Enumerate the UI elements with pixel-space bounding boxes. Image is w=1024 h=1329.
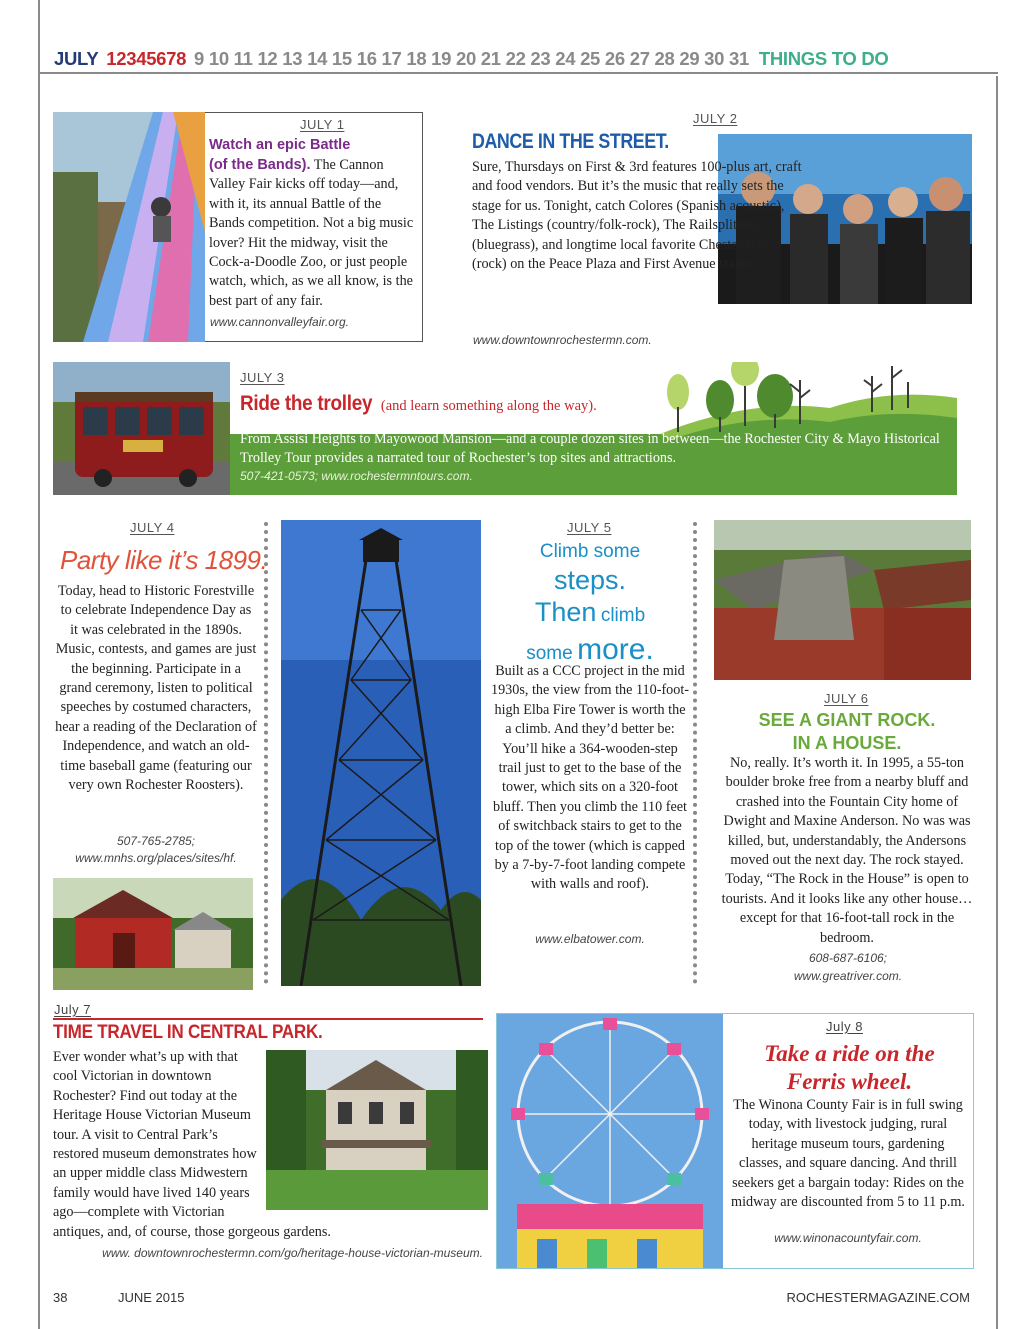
- july6-headline: SEE A GIANT ROCK. IN A HOUSE.: [758, 710, 936, 753]
- july7-headline: TIME TRAVEL IN CENTRAL PARK.: [53, 1022, 323, 1043]
- july1-url[interactable]: www.cannonvalleyfair.org.: [210, 315, 349, 329]
- footer-site[interactable]: ROCHESTERMAGAZINE.COM: [786, 1290, 970, 1305]
- july2-url[interactable]: www.downtownrochestermn.com.: [473, 333, 652, 347]
- july1-headline-cont: (of the Bands).: [209, 157, 311, 173]
- july1-body: (of the Bands). The Cannon Valley Fair kicks off today—and, with it, its annual Battle of the Bands competition. Not a big music lover? Hit the midway, visit the Cock-a-Doodle Zoo, or just people watch, which, as we all know, is the best part of any fair.: [209, 157, 414, 309]
- july7-date: July 7: [54, 1002, 91, 1017]
- july2-date: JULY 2: [693, 111, 738, 126]
- calendar-active-days: 12345678: [106, 48, 187, 69]
- july5-url[interactable]: www.elbatower.com.: [535, 932, 645, 946]
- july8-body: The Winona County Fair is in full swing today, with livestock judging, rural heritage museum tours, gardening classes, and square dancing. And thrill seekers get a bargain today: Rides on the midway are discounted from 5 to 11 p.m.: [731, 1097, 965, 1211]
- july7-url[interactable]: www. downtownrochestermn.com/go/heritage-house-victorian-museum.: [102, 1246, 483, 1260]
- july3-heading: [240, 392, 597, 416]
- red-barn-photo: [53, 878, 253, 990]
- july3-body: From Assisi Heights to Mayowood Mansion—and a couple dozen sites in between—the Rochester City & Mayo Historical Trolley Tour provides a narrated tour of Rochester’s top sites and attractions.: [240, 431, 940, 467]
- july6-date: JULY 6: [824, 691, 869, 706]
- july5-headline: Climb some steps. Then climb some more.: [526, 541, 654, 666]
- july5-body: Built as a CCC project in the mid 1930s, the view from the 110-foot-high Elba Fire Tower is worth the a climb. And they’d better be: You’ll hike a 364-wooden-step trail just to get to the base of the tower, which sits on a 320-foot bluff. Then you climb the 110 feet of switchback stairs to get to the top of the tower (which is capped by a 7-by-7-foot landing compete with walls and roof).: [490, 663, 690, 893]
- calendar-month: JULY: [54, 48, 99, 69]
- july5-date: JULY 5: [567, 520, 612, 535]
- rock-house-photo: [714, 520, 971, 680]
- july3-subhead: (and learn something along the way).: [380, 398, 597, 414]
- page-border-right: [996, 76, 998, 1329]
- july7-body: Ever wonder what’s up with that cool Victorian in downtown Rochester? Find out today at the Heritage House Victorian Museum tour. A visit to Central Park’s restored museum demonstrates how an upper middle class Midwestern family would have lived 140 years ago—complete with Victorian antiques, and, of course, those gorgeous gardens.: [53, 1049, 331, 1240]
- trolley-photo: [53, 362, 230, 495]
- july8-url[interactable]: www.winonacountyfair.com.: [774, 1231, 922, 1245]
- july3-headline: Ride the trolley: [240, 392, 373, 415]
- footer-page-number: 38: [53, 1290, 68, 1305]
- calendar-bar: [54, 48, 892, 70]
- ferris-wheel-photo: [497, 1014, 723, 1268]
- divider-dots-left: [264, 522, 268, 984]
- july4-contact[interactable]: 507-765-2785; www.mnhs.org/places/sites/hf.: [75, 834, 237, 865]
- july8-headline: Take a ride on the Ferris wheel.: [764, 1041, 935, 1094]
- july3-date: JULY 3: [240, 370, 285, 385]
- page-border-left: [38, 0, 40, 1329]
- section-title: THINGS TO DO: [758, 48, 889, 69]
- july1-date: JULY 1: [300, 117, 345, 132]
- july4-date: JULY 4: [130, 520, 175, 535]
- july6-body: No, really. It’s worth it. In 1995, a 55-ton boulder broke free from a nearby bluff and crashed into the Fountain City home of Dwight and Maxine Anderson. No was was killed, but, understandably, the Andersons moved out the next day. The rock stayed. Today, “The Rock in the House” is open to tourists. And it looks like any other house… except for that 16-foot-tall rock in the bedroom.: [721, 755, 973, 946]
- july8-date: July 8: [826, 1019, 863, 1034]
- july4-headline: Party like it’s 1899.: [60, 545, 268, 575]
- july3-contact[interactable]: 507-421-0573; www.rochestermntours.com.: [240, 469, 473, 483]
- july1-headline: Watch an epic Battle: [209, 137, 351, 153]
- header-rule: [40, 72, 998, 74]
- water-slide-photo: [53, 112, 205, 342]
- july2-headline: DANCE IN THE STREET.: [472, 130, 669, 153]
- calendar-inactive-days: 9 10 11 12 13 14 15 16 17 18 19 20 21 22 23 24 25 26 27 28 29 30 31: [194, 48, 749, 69]
- july4-body: Today, head to Historic Forestville to celebrate Independence Day as it was celebrated in the 1890s. Music, contests, and games are just the beginning. Participate in a grand ceremony, listen to political speeches by costumed characters, hear a reading of the Declaration of Independence, and watch an old-time baseball game (featuring our very own Rochester Roosters).: [55, 583, 257, 794]
- july2-body: Sure, Thursdays on First & 3rd features 100-plus art, craft and food vendors. But it’s the music that really sets the stage for us. Tonight, catch Colores (Spanish acoustic), The Listings (country/folk-rock), The Railsplitters (bluegrass), and longtime local favorite Chester Bay (rock) on the Peace Plaza and First Avenue stages.: [472, 159, 802, 273]
- july6-contact[interactable]: 608-687-6106; www.greatriver.com.: [793, 951, 903, 983]
- fire-tower-photo: [281, 520, 481, 986]
- divider-dots-right: [693, 522, 697, 984]
- july7-rule: [53, 1018, 483, 1020]
- footer-issue: JUNE 2015: [118, 1290, 185, 1305]
